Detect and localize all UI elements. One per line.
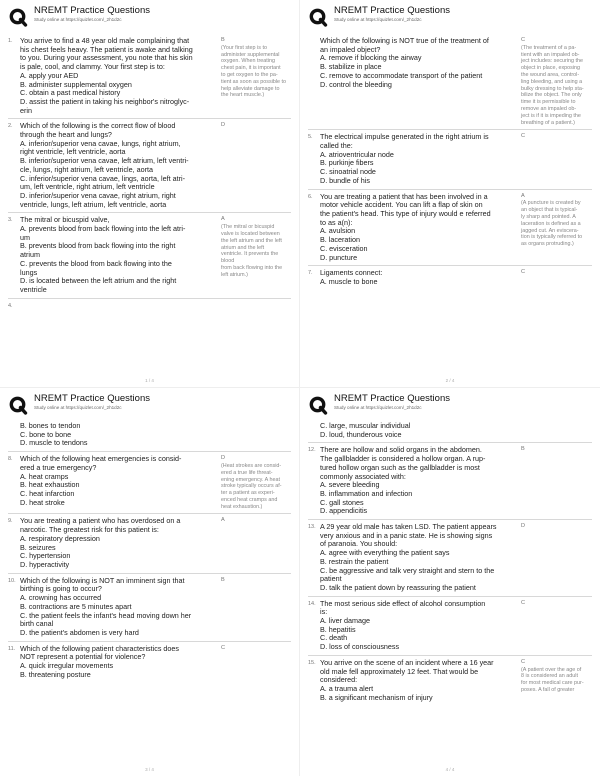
question-item [8,298,291,312]
question-line: A. a trauma alert [320,683,374,693]
question-line: ventricle, lungs, left atrium, left ventricle, aorta [20,199,167,209]
answer-column [518,600,592,652]
explanation-line: help alleviate damage to [221,85,280,92]
header-title: NREMT Practice Questions [334,393,450,404]
explanation-line: stroke typically occurs af- [221,483,282,490]
question-line: A. quick irregular movements [20,661,114,671]
explanation-line: the heart muscle.) [221,92,265,99]
answer-column [218,122,291,209]
page-footer: 3 / 4 [145,767,154,772]
question-line: cle, lungs, right atrium, left ventricle, aorta [20,164,154,174]
question-line: A. avulsion [320,226,356,236]
explanation-line: ject includes: securing the [521,58,584,65]
question-line: to as a(n): [320,217,353,227]
question-item [308,655,592,706]
question-item [308,34,592,129]
question-line: old male fell approximately 12 feet. That would be [320,666,479,676]
question-line: B. laceration [320,235,360,245]
question-line: Which of the following is NOT an imminent sign that [20,575,185,585]
explanation-line: tient as soon as possible to [221,78,287,85]
answer-column [218,455,291,510]
explanation-line: (A puncture is created by [521,200,581,207]
question-item [8,118,291,212]
question-number: 1. [8,38,13,44]
answer-column [518,133,592,185]
question-line: A. atrioventricular node [320,149,394,159]
explanation-line: oxygen. When treating [221,58,275,65]
question-line: to you. During your assessment, you note that his skin [20,53,193,63]
question-item [8,422,291,451]
explanation-line: valve is located between [221,230,280,237]
question-text [20,37,218,115]
answer-column [518,193,592,263]
header-subtitle: Study online at https://quizlet.com/_2h1d2c [34,16,122,22]
question-number [8,422,20,448]
header-title: NREMT Practice Questions [334,5,450,16]
question-text [20,422,218,448]
question-item [308,189,592,266]
question-line: B. threatening posture [20,669,91,679]
question-item [8,212,291,297]
header-subtitle: Study online at https://quizlet.com/_2h1d2c [34,404,122,410]
question-line: B. hepatitis [320,624,356,634]
explanation-line: administer supplemental [221,51,280,58]
explanation-line: ly sharp and pointed. A [521,213,576,220]
question-line: is pale, cool, and clammy. Your first step is to: [20,62,165,72]
explanation-line: object in place, exposing [521,65,581,72]
question-line: You are treating a patient that has been involved in a [320,191,488,201]
question-line: A. severe bleeding [320,480,380,490]
question-line: birth canal [20,619,54,629]
question-number: 7. [308,270,313,277]
explanation-line: an object that is typical- [521,207,578,214]
question-line: an impaled object? [320,44,381,54]
question-line: C. the patient feels the infant's head moving down her [20,610,192,620]
question-line: B. seizures [20,542,56,552]
explanation-line: to get oxygen to the pa- [221,71,278,78]
question-line: D. control the bleeding [320,79,392,89]
page-2 [300,0,600,388]
answer-letter: C [521,599,526,606]
answer-column [218,216,291,294]
answer-letter: D [221,122,226,129]
question-line: narcotic. The greatest risk for this patient is: [20,525,159,535]
question-number: 6. [308,193,313,200]
answer-column [518,446,592,516]
question-line: C. obtain a past medical history [20,88,121,98]
question-line: C. prevents the blood from back flowing into the [20,258,172,268]
answer-letter: A [521,192,525,199]
explanation-line: poses. A fall of greater [521,687,575,694]
question-line: B. a significant mechanism of injury [320,692,433,702]
answer-letter: D [221,455,226,462]
question-number: 15. [308,659,316,666]
question-text [320,600,518,652]
question-line: commonly associated with: [320,471,406,481]
page-header [308,6,592,34]
question-text [320,133,518,185]
question-line: very anxious and in a panic state. He is showing signs [320,530,493,540]
page-header [308,394,592,422]
question-line: You are treating a patient who has overdosed on a [20,516,181,526]
explanation-line: the wound area, control- [521,71,580,78]
question-line: A. agree with everything the patient says [320,548,450,558]
question-line: B. bones to tendon [20,421,81,430]
explanation-line: (Your first step is to [221,44,267,51]
question-item [308,422,592,442]
header-text [334,6,450,22]
question-number [308,422,320,439]
question-number: 10. [8,577,16,584]
explanation-line: bilize the object. The only [521,92,582,99]
header-text [34,6,150,22]
question-line: considered: [320,675,358,685]
question-line: D. loud, thunderous voice [320,429,402,439]
question-number: 13. [308,524,316,531]
page-4 [300,388,600,776]
question-number: 4. [8,302,13,309]
question-line: is: [320,607,328,617]
question-line: D. muscle to tendons [20,438,88,448]
question-line: B. contractions are 5 minutes apart [20,601,132,611]
question-line: tured hollow organ such as the gallbladder is most [320,462,480,472]
explanation-line: enced heat cramps and [221,496,278,503]
question-line: You arrive on the scene of an incident where a 16 year [320,657,494,667]
answer-column [518,523,592,593]
explanation-line: ening emergency. A heat [221,476,280,483]
question-line: You arrive to find a 48 year old male complaining that [20,36,190,45]
question-line: A. prevents blood from back flowing into the left atri- [20,224,186,234]
question-line: C. be aggressive and talk very straight and stern to the [320,565,495,575]
question-line: called the: [320,141,353,151]
explanation-line: (A patient over the age of [521,666,582,673]
question-text [20,577,218,638]
page-footer: 2 / 4 [445,378,455,383]
header-subtitle: Study online at https://quizlet.com/_2h1d2c [334,404,422,410]
question-line: B. heat exhaustion [20,480,80,490]
question-number: 9. [8,518,13,525]
question-item [8,641,291,683]
question-line: A. muscle to bone [320,276,378,286]
question-line: Which of the following is NOT true of the treatment of [320,36,489,45]
question-line: lungs [20,267,38,277]
explanation-line: remove an impaled ob- [521,105,577,112]
question-line: B. inferior/superior vena cavae, left atrium, left ventri- [20,156,189,166]
page-header [8,394,291,422]
header-text [34,394,150,410]
question-line: There are hollow and solid organs in the abdomen. [320,445,482,455]
question-text [20,216,218,294]
answer-column [218,422,291,448]
question-line: B. administer supplemental oxygen [20,79,132,89]
quizlet-logo-icon [8,395,28,415]
question-line: C. inferior/superior vena cavae, lings, aorta, left atri- [20,173,185,183]
question-line: D. puncture [320,252,358,262]
header-subtitle: Study online at https://quizlet.com/_2h1d2c [334,16,422,22]
question-line: A. crowning has occurred [20,593,102,603]
question-item [8,451,291,513]
question-line: The electrical impulse generated in the right atrium is [320,132,489,142]
question-text [320,446,518,516]
answer-letter: C [521,37,526,43]
question-line: D. assist the patient in taking his neighbor's nitroglyc- [20,96,190,106]
header-title: NREMT Practice Questions [34,393,150,404]
question-number: 14. [308,600,316,607]
question-line: ered a true emergency? [20,462,97,472]
question-text [20,122,218,209]
page-footer: 4 / 4 [445,767,455,772]
page-3 [0,388,300,776]
question-line: D. bundle of his [320,175,370,185]
explanation-line: chest pain, it is important [221,65,281,72]
answer-column [218,302,291,309]
answer-column [218,517,291,569]
question-line: A. inferior/superior vena cavae, lungs, right atrium, [20,138,181,148]
question-number: 2. [8,123,13,130]
page-1 [0,0,300,388]
answer-letter: B [521,446,525,453]
question-line: right ventricle, left ventricle, aorta [20,147,126,157]
explanation-line: (The mitral or bicuspid [221,224,275,231]
question-line: B. prevents blood from back flowing into the right [20,241,176,251]
explanation-line: breathing of a patient.) [521,119,575,126]
question-line: A. remove if blocking the airway [320,53,422,63]
question-item [308,129,592,188]
question-number [308,37,320,126]
answer-letter: B [221,37,225,43]
question-line: motor vehicle accident. You can lift a flap of skin on [320,200,483,210]
explanation-line: tient with an impaled ob- [521,51,580,58]
question-line: Which of the following patient characteristics does [20,643,180,653]
quizlet-logo-icon [308,395,328,415]
question-line: patient [320,574,342,584]
header-text [334,394,450,410]
question-line: A. apply your AED [20,70,79,80]
question-line: um [20,232,30,242]
question-line: A. respiratory depression [20,533,100,543]
question-text [20,455,218,510]
question-item [8,513,291,572]
question-number: 3. [8,217,13,224]
question-line: D. inferior/superior vena cavae, right atrium, right [20,190,176,200]
question-line: birthing is going to occur? [20,584,102,594]
question-line: D. heat stroke [20,497,65,507]
question-text [20,645,218,680]
answer-letter: C [521,133,526,140]
answer-column [518,422,592,439]
question-item [8,34,291,118]
quizlet-logo-icon [308,7,328,27]
quizlet-logo-icon [8,7,28,27]
question-line: C. hypertension [20,551,71,561]
question-line: B. purkinje fibers [320,158,374,168]
question-line: The gallbladder is considered a hollow organ. A rup- [320,454,486,464]
explanation-line: ling bleeding, and using a [521,78,583,85]
explanation-line: laceration is defined as a [521,220,581,227]
answer-column [518,37,592,126]
question-line: D. loss of consciousness [320,642,400,652]
explanation-line: time it is permissible to [521,99,576,106]
question-line: ventricle [20,284,47,294]
explanation-line: ter a patient as experi- [221,490,275,497]
question-text [320,659,518,703]
page-header [8,6,291,34]
question-line: The mitral or bicuspid valve, [20,215,110,225]
explanation-line: ject is if it is impeding the [521,112,581,119]
question-line: of paranoia. You should: [320,539,398,549]
explanation-line: the left atrium and the left [221,237,282,244]
question-line: erin [20,105,32,115]
question-item [308,519,592,596]
answer-column [518,269,592,286]
explanation-line: 8 is considered an adult [521,673,578,680]
question-line: through the heart and lungs? [20,130,112,140]
question-line: D. talk the patient down by reassuring the patient [320,582,476,592]
question-line: um, left ventricle, right atrium, left ventricle [20,182,155,192]
explanation-line: (Heat strokes are consid- [221,462,282,469]
question-number: 5. [308,134,313,141]
question-line: A 29 year old male has taken LSD. The patient appears [320,522,497,532]
question-line: D. is located between the left atrium and the right [20,276,177,286]
page-footer: 1 / 4 [145,378,154,383]
question-text [320,37,518,126]
question-line: A. heat cramps [20,471,69,481]
question-line: C. evisceration [320,243,368,253]
question-number: 11. [8,645,16,652]
question-text [320,269,518,286]
answer-letter: C [521,269,526,276]
question-line: Which of the following heat emergencies is consid- [20,454,182,464]
question-text [320,193,518,263]
question-line: D. appendicitis [320,506,368,516]
question-line: C. heat infarction [20,488,75,498]
explanation-line: left atrium.) [221,271,248,278]
question-line: B. stabilize in place [320,62,382,72]
explanation-line: for most medical care pur- [521,680,584,687]
question-number: 8. [8,456,13,463]
answer-column [218,645,291,680]
question-line: B. inflammation and infection [320,488,413,498]
question-line: D. the patient's abdomen is very hard [20,627,139,637]
explanation-line: tion is typically referred to [521,234,583,241]
answer-letter: C [221,644,226,651]
question-text [20,517,218,569]
explanation-line: ventricle. It prevents the blood [221,251,279,265]
question-line: atrium [20,250,40,260]
question-line: NOT represent a potential for violence? [20,652,146,662]
question-line: C. death [320,633,348,643]
explanation-line: bulky dressing to help sta- [521,85,584,92]
answer-column [518,659,592,703]
question-line: C. gall stones [320,497,364,507]
question-line: The most serious side effect of alcohol consumption [320,598,486,608]
question-text [320,523,518,593]
question-line: C. large, muscular individual [320,421,411,430]
header-title: NREMT Practice Questions [34,5,150,16]
explanation-line: as organs protruding.) [521,241,574,248]
question-text [20,302,218,309]
answer-letter: B [221,576,225,583]
answer-column [218,37,291,115]
question-item [308,596,592,655]
question-line: C. bone to bone [20,429,72,439]
explanation-line: atrium and the left [221,244,265,251]
answer-letter: A [221,517,225,524]
answer-letter: D [521,523,526,530]
question-line: C. remove to accommodate transport of the patient [320,70,483,80]
question-line: Ligaments connect: [320,268,383,278]
question-line: D. hyperactivity [20,560,70,569]
explanation-line: ered a true life threat- [221,469,273,476]
answer-letter: C [521,658,526,665]
question-line: A. liver damage [320,616,370,626]
answer-letter: A [221,216,225,223]
explanation-line: heat exhaustion.) [221,503,263,510]
explanation-line: from back flowing into the [221,264,283,271]
question-item [308,265,592,289]
question-item [8,573,291,641]
question-line: his chest feels heavy. The patient is awake and talking [20,44,193,54]
question-line: B. restrain the patient [320,556,389,566]
explanation-line: (The treatment of a pa- [521,44,577,51]
question-item [308,442,592,519]
explanation-line: jagged cut. An eviscera- [521,227,579,234]
question-text [320,422,518,439]
answer-column [218,577,291,638]
question-line: Which of the following is the correct flow of blood [20,121,176,131]
question-line: the patient's head. This type of injury would e referred [320,208,491,218]
question-number: 12. [308,447,316,454]
question-line: C. sinoatrial node [320,167,376,177]
